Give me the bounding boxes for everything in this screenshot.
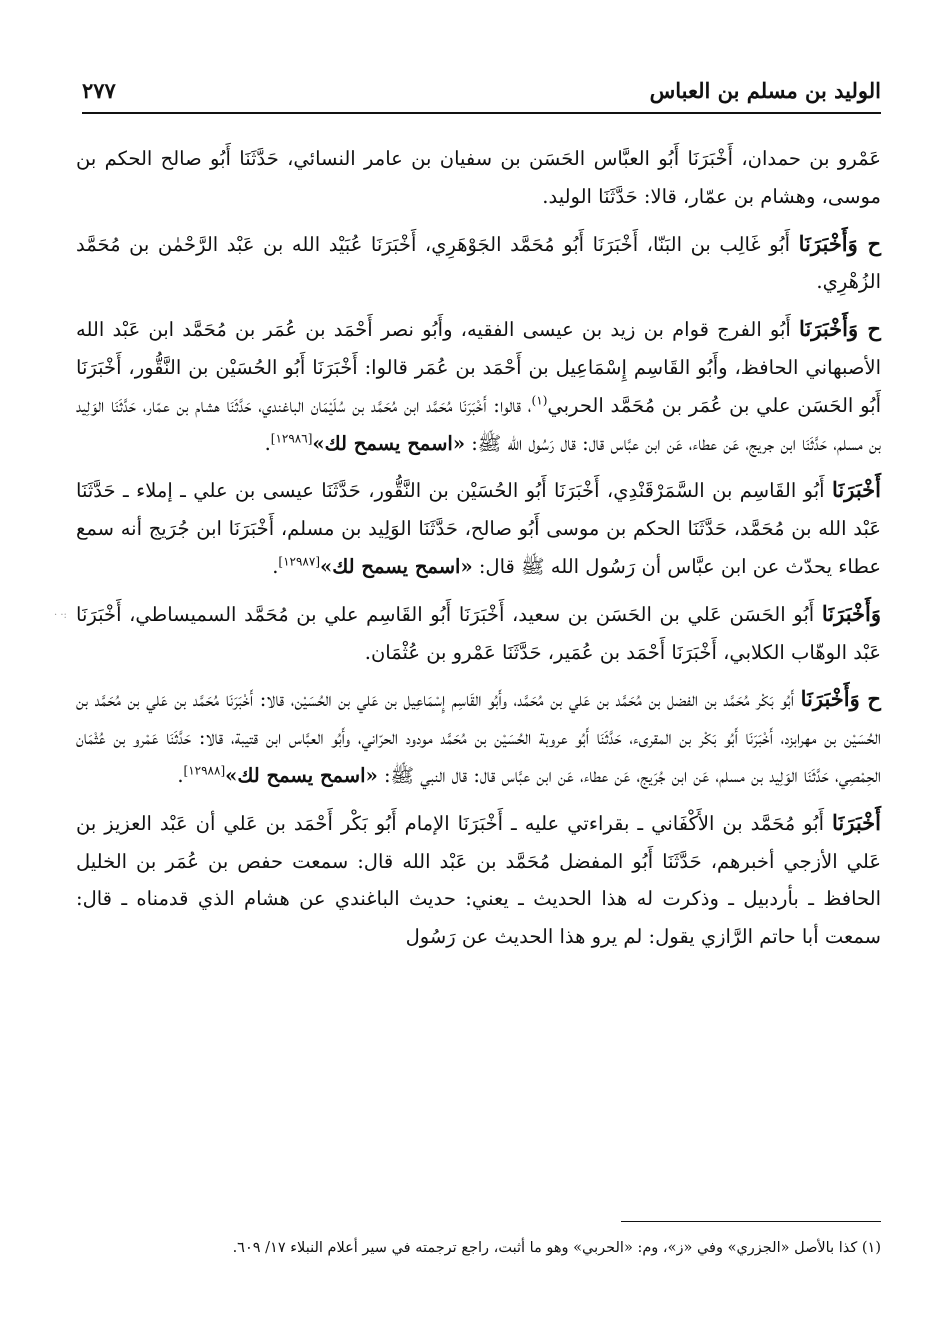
hadith-paragraph (76, 140, 881, 216)
isnad-text: أَبُو القَاسِم بن السَّمَرْقَنْدِي، أَخْبَرَنَا أَبُو الحُسَيْن بن النَّقُّور، حَدَّثَنَا عيسى بن علي ـ إملاء ـ حَدَّثَنَا عَبْد الله بن مُحَمَّد، حَدَّثَنَا الحكم بن موسى أَبُو صالح، حَدَّثَنَا الوَلِيد بن مسلم، أَخْبَرَنَا ابن جُرَيج أنه سمع عطاء يحدّث عن ابن عبَّاس أن رَسُول الله ﷺ قال: (76, 479, 881, 578)
isnad-text: أَبُو بَكْر مُحَمَّد بن الفضل بن مُحَمَّد بن عَلي بن مُحَمَّد، وأَبُو القَاسِم إِسْمَاعِيل بن عَلي بن الحُسَيْن، قالا: أَخْبَرَنَا مُحَمَّد بن عَلي بن مُحَمَّد بن الحُسَيْن بن مهرابزد، أَخْبَرَنَا أَبُو بَكْر بن المقرىء، حَدَّثَنَا أَبُو عروبة الحُسَيْن بن مُحَمَّد مودود الحرّاني، وأَبُو العبَّاس ابن قتيبة، قالا: حَدَّثَنَا عَمْرو بن عُثْمَان الحِمْصِي، حَدَّثَنَا الوَلِيد بن مسلم، عَن ابن جُرَيج، عَن عطاء، عَن ابن عبَّاس قال: قال النبي ﷺ: (76, 688, 881, 787)
footnote-marker: (١) (531, 393, 548, 408)
hadith-matn: «اسمح يسمح لك» (312, 431, 466, 455)
hadith-number: [١٢٩٨٧] (278, 554, 321, 569)
paragraph-lead: أَخْبَرَنَا (832, 809, 881, 835)
isnad-text: أَبُو الحَسَن عَلي بن الحَسَن بن سعيد، أَخْبَرَنَا أَبُو القَاسِم علي بن مُحَمَّد السميساطي، أَخْبَرَنَا عَبْد الوهّاب الكلابي، أَخْبَرَنَا أَحْمَد بن عُمَير، حَدَّثَنَا عَمْرو بن عُثْمَان. (76, 602, 881, 664)
page-header (82, 72, 881, 114)
isnad-text: . (177, 763, 184, 787)
hadith-number: [١٢٩٨٦] (270, 431, 313, 446)
isnad-text: أَبُو الفرج قوام بن زيد بن عيسى الفقيه، وأَبُو نصر أَحْمَد بن عُمَر بن مُحَمَّد ابن عَبْد الله الأصبهاني الحافظ، وأَبُو القَاسِم إِسْمَاعِيل بن أَحْمَد بن عُمَر قالوا: أَخْبَرَنَا أَبُو الحُسَيْن بن النَّقُّور، أَخْبَرَنَا أَبُو الحَسَن علي بن عُمَر بن مُحَمَّد الحربي (76, 318, 881, 417)
paragraph-lead: ح وَأَخْبَرَنَا (798, 230, 881, 256)
hadith-matn: «اسمح يسمح لك» (225, 763, 378, 787)
hadith-paragraph (76, 225, 881, 302)
isnad-text: . (264, 431, 271, 455)
isnad-text: أَبُو مُحَمَّد بن الأَكْفَاني ـ بقراءتي عليه ـ أَخْبَرَنَا الإمام أَبُو بَكْر أَحْمَد بن عَلي أن عَبْد العزيز بن عَلي الأزجي أخبرهم، حَدَّثَنَا أَبُو المفضل مُحَمَّد بن عَبْد الله قال: سمعت حفص بن عُمَر بن الخليل الحافظ ـ بأردبيل ـ وذكرت له هذا الحديث ـ يعني: حديث الباغندي عن هشام الذي قدمناه ـ قال: سمعت أبا حاتم الرَّازي يقول: لم يرو هذا الحديث عن رَسُول (76, 811, 881, 949)
hadith-paragraph (76, 471, 881, 585)
running-title: الوليد بن مسلم بن العباس (649, 78, 881, 103)
hadith-paragraph (76, 595, 881, 672)
margin-mark: · ·: (54, 610, 67, 621)
isnad-text: عَمْرو بن حمدان، أَخْبَرَنَا أَبُو العبَّاس الحَسَن بن سفيان بن عامر النسائي، حَدَّثَنَا أَبُو صالح الحكم بن موسى، وهشام بن عمّار، قالا: حَدَّثَنَا الوليد. (76, 147, 881, 208)
paragraph-lead: ح وَأَخْبَرَنَا (800, 686, 881, 712)
page-number: ٢٧٧ (82, 78, 116, 103)
hadith-matn: «اسمح يسمح لك» (320, 554, 473, 578)
footnote-divider (621, 1221, 881, 1222)
hadith-paragraph (76, 680, 881, 794)
isnad-text: . (272, 554, 279, 578)
footnote: (١) كذا بالأصل «الجزري» وفي «ز»، وم: «الحربي» وهو ما أثبت، راجع ترجمته في سير أعلام النبلاء ١٧/ ٦٠٩. (232, 1240, 881, 1256)
main-text (76, 140, 881, 965)
paragraph-lead: وَأَخْبَرَنَا (821, 600, 881, 626)
paragraph-lead: ح وَأَخْبَرَنَا (799, 316, 881, 342)
hadith-paragraph (76, 804, 881, 956)
hadith-paragraph (76, 310, 881, 462)
isnad-text: أَبُو غَالِب بن البَنّا، أَخْبَرَنَا أَبُو مُحَمَّد الجَوْهَرِي، أَخْبَرَنَا عُبَيْد الله بن عَبْد الرَّحْمٰن بن مُحَمَّد الزُهْرِي. (76, 232, 881, 294)
isnad-text: ، قالوا: أَخْبَرَنَا مُحَمَّد ابن مُحَمَّد بن سُلَيْمَان الباغندي، حَدَّثَنَا هشام بن عمّار، حَدَّثَنَا الوَلِيد بن مسلم، حَدَّثَنَا ابن جريج، عَن عطاء، عَن ابن عبَّاس قال: قال رَسُول الله ﷺ: (76, 393, 881, 455)
paragraph-lead: أَخْبَرَنَا (832, 477, 881, 503)
hadith-number: [١٢٩٨٨] (183, 763, 226, 778)
